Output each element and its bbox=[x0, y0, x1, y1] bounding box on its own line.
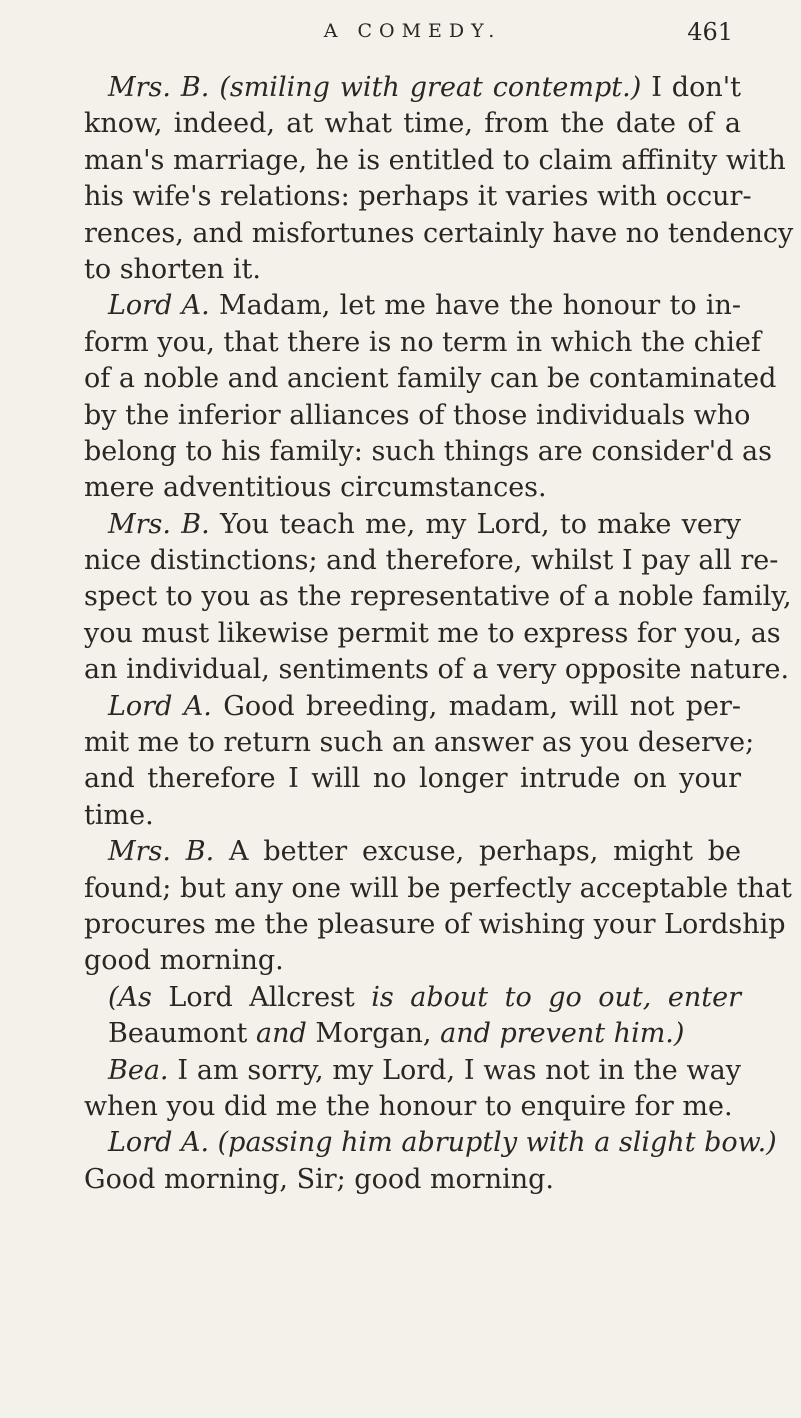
text-line bbox=[84, 834, 741, 870]
text-run: Good breeding, madam, will not per- bbox=[211, 690, 741, 722]
text-run: by the inferior alliances of those individuals who bbox=[84, 399, 751, 431]
text-line bbox=[84, 507, 741, 543]
running-head bbox=[84, 0, 741, 70]
stage-direction-text: and bbox=[247, 1018, 316, 1050]
speaker-name: Mrs. B. bbox=[108, 836, 215, 868]
text-line bbox=[84, 725, 755, 761]
text-run: Beaumont bbox=[108, 1018, 248, 1050]
text-line bbox=[84, 143, 786, 179]
text-run bbox=[209, 1127, 218, 1158]
stage-direction bbox=[84, 980, 741, 1053]
dialogue-paragraph bbox=[84, 70, 794, 288]
text-line bbox=[84, 398, 751, 434]
text-run: man's marriage, he is entitled to claim affinity with bbox=[84, 144, 786, 176]
running-title: A COMEDY. bbox=[323, 20, 502, 42]
text-run: and therefore I will no longer intrude on your bbox=[84, 763, 741, 795]
text-line bbox=[84, 689, 741, 725]
text-run: Good morning, Sir; good morning. bbox=[84, 1163, 554, 1195]
speaker-name: Mrs. B. bbox=[108, 508, 210, 540]
text-line bbox=[84, 288, 741, 324]
speaker-name: Bea. bbox=[108, 1054, 169, 1086]
text-run: time. bbox=[84, 799, 154, 831]
text-line bbox=[84, 943, 741, 979]
speaker-name: Mrs. B. bbox=[108, 72, 210, 103]
text-line bbox=[84, 1162, 741, 1198]
dialogue-paragraph bbox=[84, 507, 792, 689]
text-line bbox=[84, 871, 792, 907]
text-run: mere adventitious circumstances. bbox=[84, 472, 547, 504]
text-run: rences, and misfortunes certainly have no tendency bbox=[84, 217, 794, 249]
text-line bbox=[84, 470, 741, 506]
dialogue-paragraph bbox=[84, 288, 777, 506]
text-line bbox=[84, 616, 781, 652]
text-run: good morning. bbox=[84, 945, 284, 977]
text-line bbox=[84, 1089, 741, 1125]
text-line bbox=[84, 1053, 741, 1089]
text-line bbox=[84, 361, 777, 397]
stage-direction-text: and prevent him.) bbox=[431, 1018, 685, 1050]
text-line bbox=[84, 579, 792, 615]
text-run: spect to you as the representative of a noble family, bbox=[84, 581, 792, 613]
page-number: 461 bbox=[687, 18, 733, 46]
text-line bbox=[84, 252, 741, 288]
body-text bbox=[84, 70, 794, 1198]
dialogue-paragraph bbox=[84, 689, 755, 835]
text-line bbox=[84, 70, 741, 106]
text-run: when you did me the honour to enquire for me. bbox=[84, 1090, 733, 1122]
text-run: You teach me, my Lord, to make very bbox=[209, 508, 742, 540]
text-line bbox=[84, 980, 741, 1016]
speaker-name: Lord A. bbox=[108, 1127, 210, 1159]
text-run: belong to his family: such things are consider'd as bbox=[84, 435, 773, 467]
text-run: nice distinctions; and therefore, whilst I pay all re- bbox=[84, 545, 779, 577]
text-line bbox=[84, 652, 790, 688]
stage-direction-text: (passing him abruptly with a slight bow.) bbox=[217, 1127, 777, 1159]
text-run: of a noble and ancient family can be contaminated bbox=[84, 363, 777, 395]
text-run: you must likewise permit me to express for you, as bbox=[84, 617, 781, 649]
text-line bbox=[84, 1125, 777, 1161]
text-run: an individual, sentiments of a very opposite nature. bbox=[84, 654, 790, 686]
text-line bbox=[84, 761, 741, 797]
text-line bbox=[84, 907, 786, 943]
text-run: his wife's relations: perhaps it varies with occur- bbox=[84, 181, 752, 213]
text-line bbox=[84, 1016, 741, 1052]
dialogue-paragraph bbox=[84, 1053, 741, 1126]
stage-direction-text: is about to go out, enter bbox=[354, 981, 741, 1013]
stage-direction-text: (smiling with great contempt.) bbox=[219, 72, 642, 103]
text-run: Morgan, bbox=[315, 1018, 432, 1050]
text-run: know, indeed, at what time, from the date of a bbox=[84, 108, 741, 140]
text-run: to shorten it. bbox=[84, 253, 261, 285]
text-run: form you, that there is no term in which the chief bbox=[84, 326, 761, 358]
text-line bbox=[84, 798, 741, 834]
text-line bbox=[84, 216, 794, 252]
text-run: Lord bbox=[168, 981, 233, 1013]
text-run: Allcrest bbox=[232, 981, 355, 1013]
text-line bbox=[84, 325, 761, 361]
stage-direction-text: (As bbox=[108, 981, 169, 1013]
text-run: Madam, let me have the honour to in- bbox=[209, 290, 741, 322]
speaker-name: Lord A. bbox=[108, 690, 212, 722]
text-line bbox=[84, 179, 752, 215]
text-run: mit me to return such an answer as you deserve; bbox=[84, 727, 755, 759]
text-line bbox=[84, 106, 741, 142]
speaker-name: Lord A. bbox=[108, 290, 210, 322]
dialogue-paragraph bbox=[84, 1125, 777, 1198]
text-run: A better excuse, perhaps, might be bbox=[214, 836, 742, 868]
dialogue-paragraph bbox=[84, 834, 792, 980]
text-line bbox=[84, 543, 779, 579]
text-run: procures me the pleasure of wishing your Lordship bbox=[84, 908, 786, 940]
text-run: found; but any one will be perfectly acceptable that bbox=[84, 872, 792, 904]
text-run: I don't bbox=[641, 72, 742, 103]
text-line bbox=[84, 434, 773, 470]
text-run: I am sorry, my Lord, I was not in the way bbox=[168, 1054, 741, 1086]
text-run bbox=[209, 72, 219, 103]
